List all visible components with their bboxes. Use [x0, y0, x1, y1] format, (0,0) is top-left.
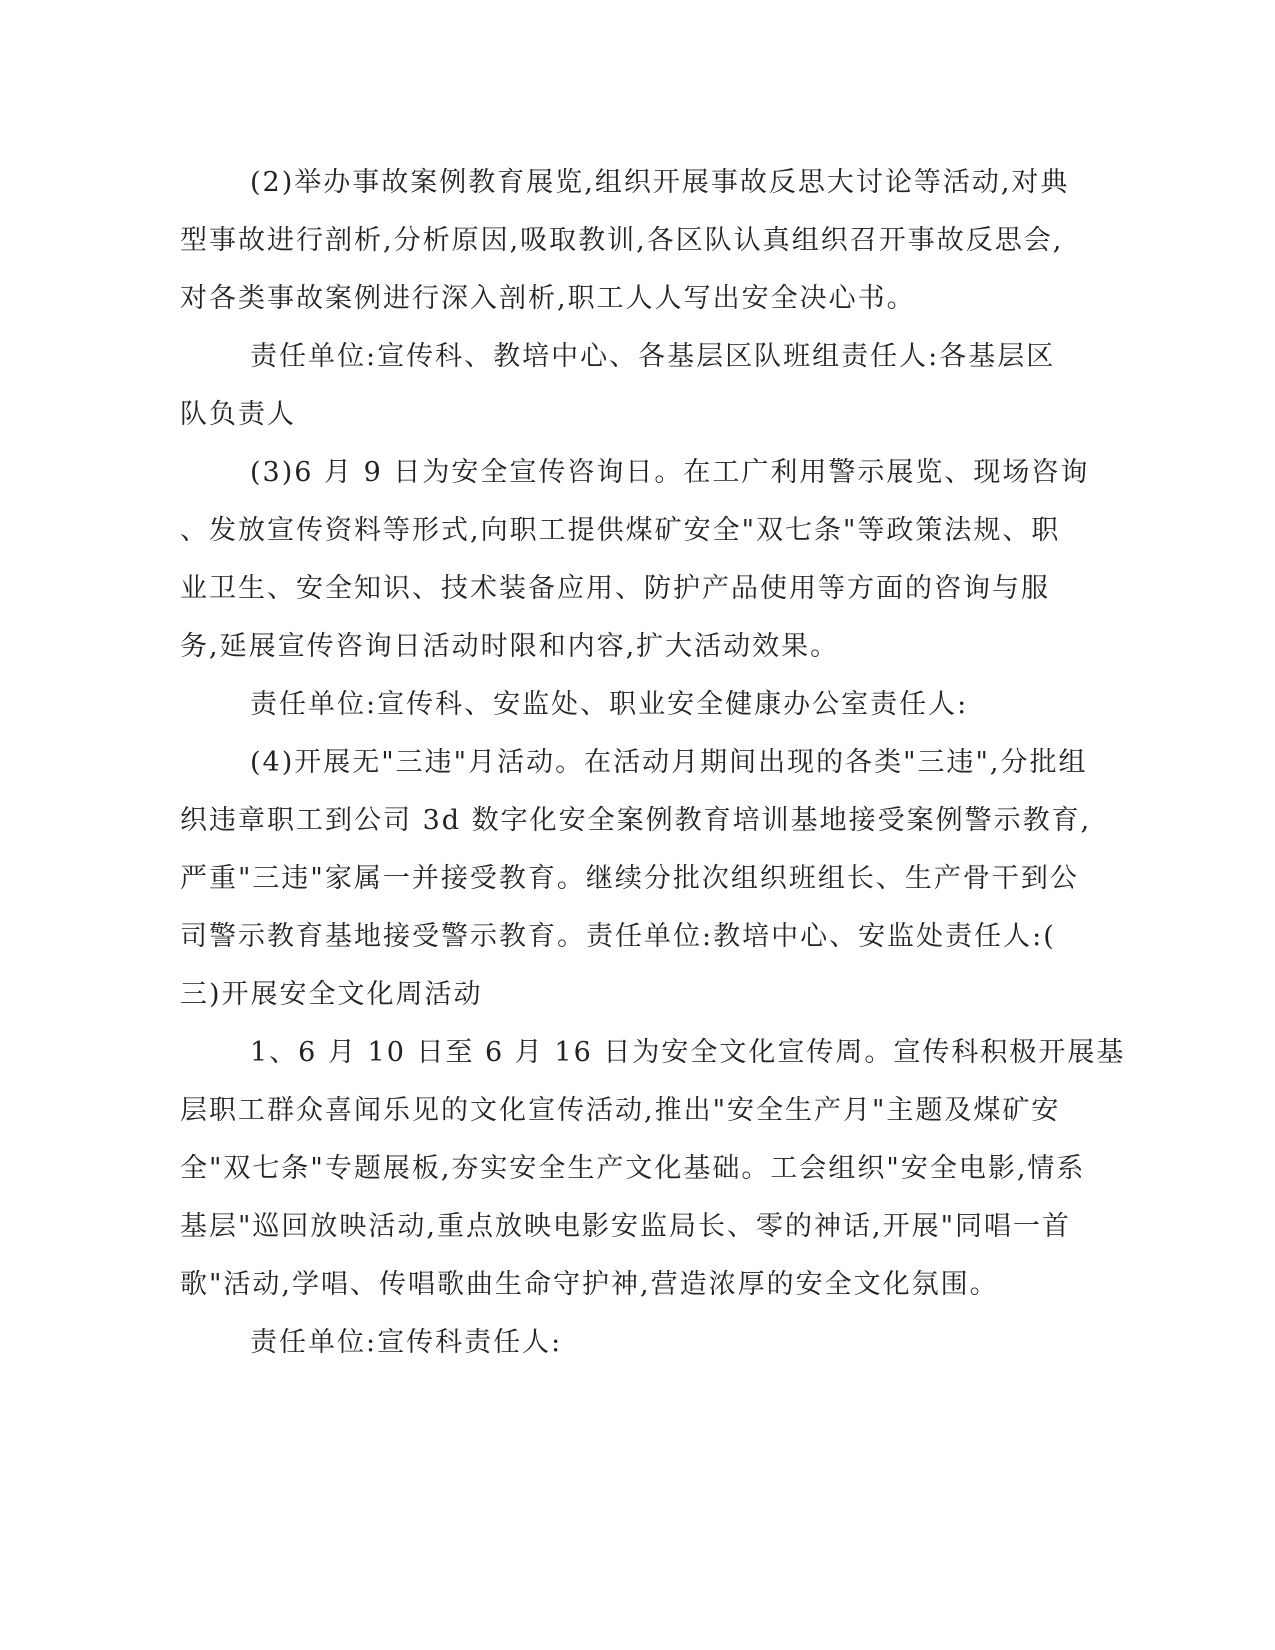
text-line-7: 、发放宣传资料等形式,向职工提供煤矿安全"双七条"等政策法规、职	[180, 515, 1061, 546]
text-line-6: (3)6 月 9 日为安全宣传咨询日。在工广利用警示展览、现场咨询	[250, 457, 1090, 488]
text-line-19: 基层"巡回放映活动,重点放映电影安监局长、零的神话,开展"同唱一首	[180, 1211, 1072, 1242]
text-line-8: 业卫生、安全知识、技术装备应用、防护产品使用等方面的咨询与服	[180, 573, 1050, 604]
text-line-4: 责任单位:宣传科、教培中心、各基层区队班组责任人:各基层区	[250, 341, 1056, 372]
text-line-10: 责任单位:宣传科、安监处、职业安全健康办公室责任人:	[250, 689, 969, 720]
text-line-9: 务,延展宣传咨询日活动时限和内容,扩大活动效果。	[180, 631, 840, 662]
text-line-2: 型事故进行剖析,分析原因,吸取教训,各区队认真组织召开事故反思会,	[180, 225, 1064, 256]
text-line-15: 三)开展安全文化周活动	[180, 979, 483, 1010]
text-line-12: 织违章职工到公司 3d 数字化安全案例教育培训基地接受案例警示教育,	[180, 805, 1092, 836]
text-line-3: 对各类事故案例进行深入剖析,职工人人写出安全决心书。	[180, 283, 916, 314]
text-line-16: 1、6 月 10 日至 6 月 16 日为安全文化宣传周。宣传科积极开展基	[250, 1037, 1126, 1068]
text-line-5: 队负责人	[180, 399, 296, 430]
text-line-18: 全"双七条"专题展板,夯实安全生产文化基础。工会组织"安全电影,情系	[180, 1153, 1086, 1184]
text-line-14: 司警示教育基地接受警示教育。责任单位:教培中心、安监处责任人:(	[180, 921, 1056, 952]
text-line-20: 歌"活动,学唱、传唱歌曲生命守护神,营造浓厚的安全文化氛围。	[180, 1269, 999, 1300]
text-line-21: 责任单位:宣传科责任人:	[250, 1327, 563, 1358]
text-line-11: (4)开展无"三违"月活动。在活动月期间出现的各类"三违",分批组	[250, 747, 1088, 778]
text-line-17: 层职工群众喜闻乐见的文化宣传活动,推出"安全生产月"主题及煤矿安	[180, 1095, 1061, 1126]
text-line-1: (2)举办事故案例教育展览,组织开展事故反思大讨论等活动,对典	[250, 167, 1070, 198]
text-line-13: 严重"三违"家属一并接受教育。继续分批次组织班组长、生产骨干到公	[180, 863, 1079, 894]
